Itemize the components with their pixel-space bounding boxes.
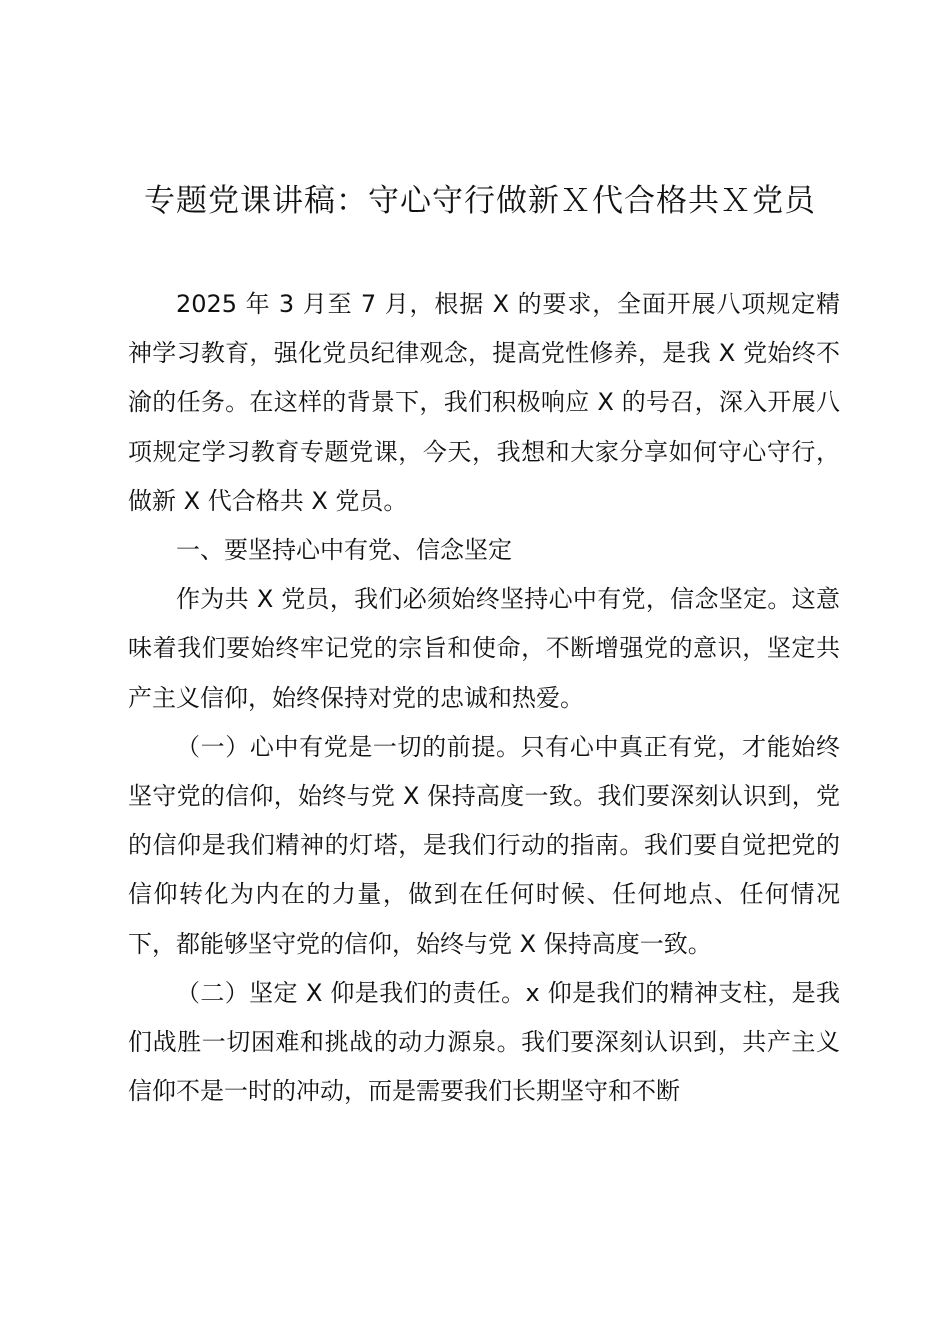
document-title: 专题党课讲稿：守心守行做新Ｘ代合格共Ｘ党员: [144, 183, 816, 219]
intro-paragraph: 2025 年 3 月至 7 月，根据 X 的要求，全面开展八项规定精神学习教育，强化党员纪律观念，提高党性修养，是我 X 党始终不渝的任务。在这样的背景下，我们积极响应 X 的号召，深入开展八项规定学习教育专题党课，今天，我想和大家分享如何守心守行，做新 X 代合格共 X 党员。: [128, 290, 840, 515]
section-heading-1: 一、要坚持心中有党、信念坚定: [176, 536, 512, 565]
subsection-2-paragraph: （二）坚定 X 仰是我们的责任。x 仰是我们的精神支柱，是我们战胜一切困难和挑战的动力源泉。我们要深刻认识到，共产主义信仰不是一时的冲动，而是需要我们长期坚守和不断: [128, 978, 840, 1106]
subsection-1-paragraph: （一）心中有党是一切的前提。只有心中真正有党，才能始终坚守党的信仰，始终与党 X 保持高度一致。我们要深刻认识到，党的信仰是我们精神的灯塔，是我们行动的指南。我们要自觉把党的信仰转化为内在的力量，做到在任何时候、任何地点、任何情况下，都能够坚守党的信仰，始终与党 X 保持高度一致。: [128, 732, 840, 958]
section-1-paragraph: 作为共 X 党员，我们必须始终坚持心中有党，信念坚定。这意味着我们要始终牢记党的宗旨和使命，不断增强党的意识，坚定共产主义信仰，始终保持对党的忠诚和热爱。: [128, 585, 840, 712]
document-body: [128, 280, 840, 1116]
